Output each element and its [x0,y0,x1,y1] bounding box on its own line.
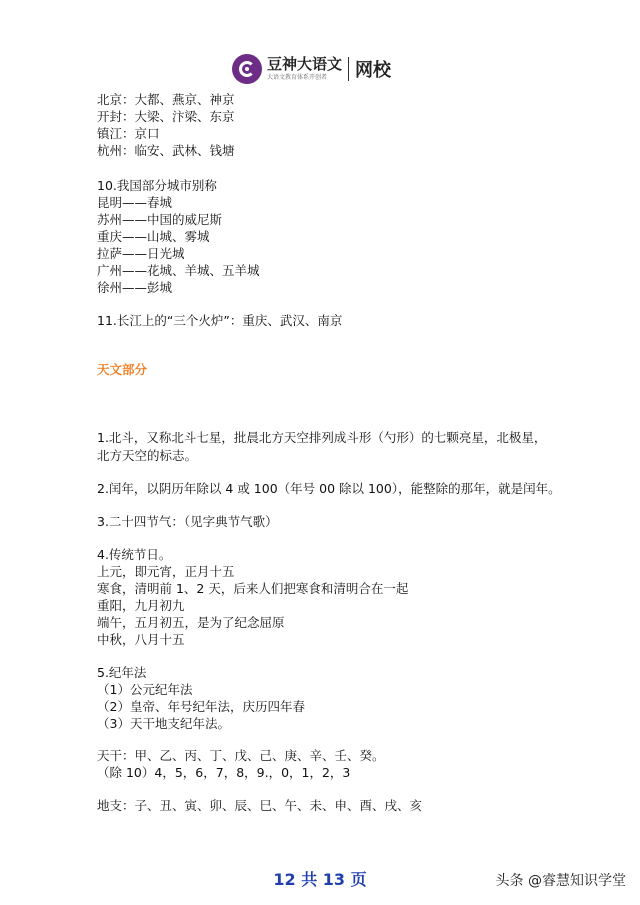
text-line: 4.传统节日。 [97,547,172,562]
text-line: 重庆——山城、雾城 [97,229,210,244]
text-line: 2.闰年，以阴历年除以 4 或 100（年号 00 除以 100），能整除的那年，就是闰年。 [97,481,561,496]
text-line: 北方天空的标志。 [97,448,198,463]
text-line: 徐州——彭城 [97,280,173,295]
page-number: 12 共 13 页 [273,870,367,889]
text-line: （1）公元纪年法 [97,682,193,697]
text-line: 11.长江上的“三个火炉”：重庆、武汉、南京 [97,313,343,328]
text-line: 上元，即元宵，正月十五 [97,564,235,579]
brand-logo-icon [232,54,262,84]
section-title: 天文部分 [97,362,148,377]
text-line: 3.二十四节气：（见字典节气歌） [97,514,278,529]
text-line: 天干：甲、乙、丙、丁、戊、己、庚、辛、壬、癸。 [97,748,385,763]
text-line: 昆明——春城 [97,195,173,210]
brand-text [267,57,342,81]
brand-name: 豆神大语文 [267,55,343,73]
text-line: （除 10）4，5，6，7，8，9.，0，1，2，3 [97,765,351,780]
text-line: 重阳，九月初九 [97,598,185,613]
text-line: 5.纪年法 [97,665,147,680]
brand-school: 网校 [355,60,392,81]
text-line: 苏州——中国的威尼斯 [97,212,223,227]
watermark: 头条 @睿慧知识学堂 [495,873,626,889]
text-line: 北京：大都、燕京、神京 [97,92,235,107]
text-line: 1.北斗，又称北斗七星，批晨北方天空排列成斗形（勺形）的七颗亮星，北极星， [97,430,547,445]
text-line: 广州——花城、羊城、五羊城 [97,263,260,278]
text-line: 寒食，清明前 1、2 天，后来人们把寒食和清明合在一起 [97,581,409,596]
text-line: （3）天干地支纪年法。 [97,716,230,731]
brand-subtitle: 大语文教育体系开创者 [267,74,328,81]
text-line: 中秋，八月十五 [97,632,185,647]
text-line: （2）皇帝、年号纪年法，庆历四年春 [97,699,305,714]
text-line: 拉萨——日光城 [97,246,185,261]
text-line: 杭州：临安、武林、钱塘 [97,143,235,158]
text-line: 镇江：京口 [97,126,160,141]
text-line: 端午，五月初五，是为了纪念屈原 [97,615,285,630]
brand-divider [348,57,349,81]
brand-header [232,52,402,86]
text-line: 开封：大梁、汴梁、东京 [97,109,235,124]
text-line: 10.我国部分城市别称 [97,178,217,193]
text-line: 地支：子、丑、寅、卯、辰、巳、午、未、申、酉、戌、亥 [97,798,423,813]
